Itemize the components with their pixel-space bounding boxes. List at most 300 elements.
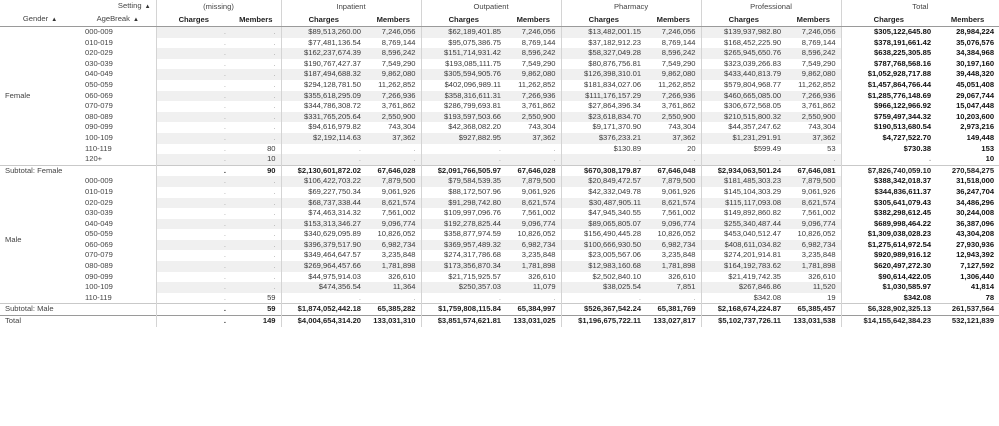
cell-professional-members: 11,262,852: [798, 79, 836, 89]
subtotal-pharmacy-charges: $670,308,179.87: [561, 165, 646, 176]
cell-outpatient-charges: $42,368,082.20: [421, 122, 506, 133]
cell-total-members: 29,067,744: [956, 90, 995, 100]
cell-missing-members: .: [273, 208, 276, 218]
cell-outpatient-charges: $109,997,096.76: [421, 208, 506, 219]
cell-total-members: 35,076,576: [956, 37, 995, 47]
cell-total-charges: $90,614,422.05: [841, 272, 936, 283]
subtotal-pharmacy-members: 67,646,048: [646, 165, 701, 176]
cell-total-charges: $1,285,776,148.69: [841, 91, 936, 102]
cell-professional-members: 2,550,900: [786, 112, 841, 123]
table-row: [0, 144, 999, 155]
cell-professional-members: 7,266,936: [786, 91, 841, 102]
table-row: [0, 91, 999, 102]
cell-pharmacy-charges: $376,233.21: [561, 133, 646, 144]
cell-inpatient-charges: $190,767,427.37: [281, 59, 366, 70]
table-row: [0, 176, 999, 187]
subtotal-inpatient-members: 67,646,028: [366, 165, 421, 176]
subtotal-outpatient-charges: $1,759,808,115.84: [421, 304, 506, 316]
table-row: [0, 293, 999, 304]
cell-inpatient-members: 1,781,898: [366, 261, 421, 272]
cell-total-members: 30,197,160: [956, 58, 995, 68]
cell-pharmacy-charges: $130.89: [561, 144, 646, 155]
cell-total-charges: $388,342,018.37: [841, 176, 936, 187]
cell-professional-members: 37,362: [786, 133, 841, 144]
cell-pharmacy-members: 8,596,242: [646, 48, 701, 59]
cell-professional-charges: $168,452,225.90: [701, 38, 786, 49]
cell-professional-charges: .: [701, 154, 786, 165]
cell-outpatient-members: 2,550,900: [506, 112, 561, 123]
cell-total-members: 39,448,320: [956, 69, 995, 79]
cell-pharmacy-members: 3,761,862: [661, 101, 696, 111]
cell-missing-members: .: [273, 37, 276, 47]
subtotal-label: Subtotal: Female: [0, 165, 156, 176]
total-pharmacy-charges: $1,196,675,722.11: [561, 316, 646, 327]
cell-total-members: 27,930,936: [956, 239, 995, 249]
cell-outpatient-members: 6,982,734: [506, 240, 561, 251]
subtotal-row-male: [0, 304, 999, 316]
cell-inpatient-charges: $331,765,205.64: [281, 112, 366, 123]
cell-inpatient-members: 9,862,080: [366, 69, 421, 80]
cell-inpatient-members: 3,761,862: [381, 101, 416, 111]
cell-outpatient-members: 8,621,574: [506, 198, 561, 209]
cell-pharmacy-members: 10,826,052: [657, 229, 696, 239]
charges-header[interactable]: Charges: [561, 13, 646, 27]
cell-professional-charges: $274,201,914.81: [701, 250, 786, 261]
cell-missing-charges: .: [156, 59, 231, 70]
cell-missing-charges: .: [156, 112, 231, 123]
table-row: [0, 154, 999, 165]
cell-inpatient-members: .: [413, 292, 416, 302]
cell-outpatient-members: 3,235,848: [521, 250, 556, 260]
cell-outpatient-charges: $88,172,507.96: [421, 187, 506, 198]
cell-missing-charges: .: [156, 219, 231, 230]
charges-header[interactable]: Charges: [841, 13, 936, 27]
cell-outpatient-charges: $402,096,989.11: [421, 80, 506, 91]
cell-outpatient-charges: .: [421, 154, 506, 165]
cell-inpatient-members: 8,596,242: [366, 48, 421, 59]
cell-inpatient-charges: $74,463,314.32: [281, 208, 366, 219]
cell-total-members: 10,203,600: [956, 111, 995, 121]
cell-professional-charges: $267,846.86: [701, 282, 786, 293]
cell-pharmacy-members: .: [646, 154, 701, 165]
cell-professional-charges: $408,611,034.82: [701, 240, 786, 251]
subtotal-outpatient-members: 65,384,997: [506, 304, 561, 316]
cell-pharmacy-charges: $58,327,049.28: [561, 48, 646, 59]
members-header[interactable]: Members: [786, 13, 841, 27]
cell-professional-members: .: [786, 154, 841, 165]
members-header[interactable]: Members: [506, 13, 561, 27]
cell-pharmacy-charges: $27,864,396.34: [561, 101, 646, 112]
cell-missing-members: .: [273, 271, 276, 281]
cell-inpatient-members: 9,096,774: [366, 219, 421, 230]
charges-header[interactable]: Charges: [421, 13, 506, 27]
agebreak-label: 080-089: [85, 111, 113, 121]
cell-total-charges: .: [841, 154, 936, 165]
cell-professional-charges: $145,104,303.29: [701, 187, 786, 198]
table-row: [0, 198, 999, 209]
cell-professional-members: 6,982,734: [786, 240, 841, 251]
cell-inpatient-charges: $77,481,136.54: [281, 38, 366, 49]
cell-professional-members: 3,235,848: [801, 250, 836, 260]
cell-missing-charges: .: [156, 38, 231, 49]
cell-total-members: 30,244,008: [956, 208, 995, 218]
cell-pharmacy-members: 9,862,080: [646, 69, 701, 80]
cell-professional-members: 11,520: [786, 282, 841, 293]
gender-header[interactable]: Gender ▲: [0, 13, 80, 27]
cell-total-members: 78: [985, 292, 995, 302]
cell-total-charges: $1,030,585.97: [841, 282, 936, 293]
cell-inpatient-members: 6,982,734: [366, 240, 421, 251]
cell-missing-charges: .: [156, 198, 231, 209]
cell-total-charges: $1,052,928,717.88: [841, 69, 936, 80]
total-row: [0, 316, 999, 327]
total-pharmacy-members: 133,027,817: [646, 316, 701, 327]
cell-professional-members: 9,096,774: [786, 219, 841, 230]
sort-asc-icon: ▲: [144, 4, 151, 10]
agebreak-label: 110-119: [85, 143, 112, 153]
charges-header[interactable]: Charges: [701, 13, 786, 27]
cell-missing-charges: .: [156, 69, 231, 80]
cell-pharmacy-members: 7,879,500: [646, 176, 701, 187]
cell-missing-charges: .: [156, 91, 231, 102]
subtotal-pharmacy-members: 65,381,769: [646, 304, 701, 316]
cell-inpatient-members: .: [366, 154, 421, 165]
cell-inpatient-members: 10,826,052: [377, 229, 416, 239]
cell-total-charges: $4,727,522.70: [841, 133, 936, 144]
agebreak-label: 000-009: [85, 176, 113, 186]
cell-professional-charges: $115,117,093.08: [701, 198, 786, 209]
total-total-members: 532,121,839: [936, 316, 999, 327]
cell-missing-charges: .: [156, 144, 231, 155]
agebreak-label: 100-109: [85, 282, 113, 292]
cell-total-charges: $966,122,966.92: [841, 101, 936, 112]
agebreak-label: 050-059: [85, 229, 113, 239]
cell-pharmacy-members: 8,769,144: [661, 37, 696, 47]
cell-outpatient-members: 7,561,002: [521, 208, 556, 218]
cell-inpatient-charges: $349,464,647.57: [281, 250, 366, 261]
cell-outpatient-members: .: [553, 292, 556, 302]
cell-pharmacy-members: 7,266,936: [646, 91, 701, 102]
cell-pharmacy-members: 326,610: [668, 271, 696, 281]
subtotal-total-members: 261,537,564: [936, 304, 999, 316]
cell-total-charges: $305,122,645.80: [841, 27, 936, 38]
cell-outpatient-members: 8,596,242: [506, 48, 561, 59]
cell-total-members: 41,814: [970, 282, 995, 292]
cell-inpatient-charges: $162,237,674.39: [281, 48, 366, 59]
subtotal-row-female: [0, 165, 999, 176]
cell-missing-charges: .: [156, 250, 231, 261]
cell-professional-charges: $210,515,800.32: [701, 112, 786, 123]
cell-inpatient-charges: $474,356.54: [281, 282, 366, 293]
cell-professional-charges: $453,040,512.47: [701, 229, 786, 240]
cell-missing-members: 80: [267, 143, 276, 153]
cell-missing-members: .: [231, 69, 281, 80]
sort-asc-icon: ▲: [51, 17, 58, 23]
subtotal-missing-members: 90: [231, 165, 281, 176]
cell-outpatient-charges: $250,357.03: [421, 282, 506, 293]
cell-pharmacy-members: 7,851: [646, 282, 701, 293]
table-row: [0, 133, 999, 144]
cell-professional-members: 9,061,926: [801, 186, 836, 196]
cell-outpatient-charges: $193,597,503.66: [421, 112, 506, 123]
cell-inpatient-members: 8,769,144: [381, 37, 416, 47]
cell-professional-charges: $460,665,085.00: [701, 91, 786, 102]
group-header-pharmacy: Pharmacy: [561, 0, 701, 13]
cell-outpatient-members: 1,781,898: [506, 261, 561, 272]
cell-total-members: 45,051,408: [956, 79, 995, 89]
cell-missing-members: .: [231, 91, 281, 102]
total-professional-members: 133,031,538: [786, 316, 841, 327]
cell-inpatient-charges: $153,313,346.27: [281, 219, 366, 230]
cell-professional-charges: $44,357,247.62: [701, 122, 786, 133]
cell-professional-charges: $181,485,303.23: [701, 176, 786, 187]
cell-missing-members: .: [273, 122, 276, 132]
agebreak-label: 030-039: [85, 58, 113, 68]
cell-inpatient-charges: .: [281, 293, 366, 304]
agebreak-label: 050-059: [85, 79, 113, 89]
cell-missing-charges: .: [156, 282, 231, 293]
cell-pharmacy-members: 3,235,848: [661, 250, 696, 260]
cell-pharmacy-members: 2,550,900: [646, 112, 701, 123]
table-row: [0, 208, 999, 219]
subtotal-missing-charges: .: [156, 165, 231, 176]
cell-missing-charges: .: [156, 229, 231, 240]
agebreak-label: 010-019: [85, 186, 113, 196]
cell-inpatient-charges: $187,494,688.32: [281, 69, 366, 80]
male-gender-label: Male: [5, 234, 22, 244]
cell-total-charges: $305,641,079.43: [841, 198, 936, 209]
cell-inpatient-members: 11,262,852: [378, 79, 416, 89]
group-header-missing: (missing): [156, 0, 281, 13]
cell-professional-members: 1,781,898: [786, 261, 841, 272]
cell-inpatient-charges: $94,616,979.82: [281, 122, 366, 133]
cell-pharmacy-charges: $12,983,160.68: [561, 261, 646, 272]
cell-pharmacy-charges: $80,876,756.81: [561, 59, 646, 70]
agebreak-label: 100-109: [85, 132, 113, 142]
agebreak-label: 030-039: [85, 208, 113, 218]
cell-missing-charges: .: [156, 272, 231, 283]
cell-pharmacy-charges: $37,182,912.23: [561, 38, 646, 49]
cell-pharmacy-charges: $100,666,930.50: [561, 240, 646, 251]
cell-inpatient-charges: $396,379,517.90: [281, 240, 366, 251]
cell-missing-members: .: [231, 240, 281, 251]
cell-outpatient-members: 743,304: [528, 122, 556, 132]
cell-total-charges: $759,497,344.32: [841, 112, 936, 123]
cell-total-charges: $730.38: [841, 144, 936, 155]
cell-inpatient-charges: $68,737,338.44: [281, 198, 366, 209]
subtotal-label: Subtotal: Male: [0, 304, 156, 316]
subtotal-pharmacy-charges: $526,367,542.24: [561, 304, 646, 316]
cell-professional-charges: $255,340,487.44: [701, 219, 786, 230]
cell-pharmacy-members: 7,246,056: [646, 27, 701, 38]
cell-total-charges: $190,513,680.54: [841, 122, 936, 133]
cell-outpatient-members: 11,262,852: [518, 79, 556, 89]
cell-missing-charges: .: [156, 133, 231, 144]
members-header[interactable]: Members: [366, 13, 421, 27]
cell-missing-members: .: [273, 101, 276, 111]
charges-header[interactable]: Charges: [281, 13, 366, 27]
cell-inpatient-members: 7,561,002: [381, 208, 416, 218]
cell-missing-members: 10: [231, 154, 281, 165]
cell-total-charges: $342.08: [841, 293, 936, 304]
agebreak-label: 000-009: [85, 27, 113, 36]
cell-total-members: 34,384,968: [956, 48, 995, 58]
total-label: Total: [0, 316, 156, 327]
cell-pharmacy-charges: $111,176,157.29: [561, 91, 646, 102]
cell-inpatient-charges: $344,786,308.72: [281, 101, 366, 112]
subtotal-professional-members: 65,385,457: [786, 304, 841, 316]
cell-total-charges: $1,457,864,766.44: [841, 80, 936, 91]
cell-missing-charges: .: [156, 122, 231, 133]
cell-total-members: 36,387,096: [956, 218, 995, 228]
members-header[interactable]: Members: [646, 13, 701, 27]
agebreak-label: 110-119: [85, 292, 112, 302]
cell-missing-members: .: [231, 48, 281, 59]
cell-pharmacy-charges: $23,618,834.70: [561, 112, 646, 123]
cell-missing-members: 59: [267, 292, 276, 302]
cell-missing-members: .: [273, 250, 276, 260]
cell-outpatient-charges: $358,877,974.59: [421, 229, 506, 240]
cell-inpatient-members: 11,364: [366, 282, 421, 293]
cell-professional-members: 7,561,002: [801, 208, 836, 218]
cell-missing-members: .: [231, 133, 281, 144]
cell-professional-members: 9,862,080: [786, 69, 841, 80]
cell-inpatient-charges: $89,513,260.00: [281, 27, 366, 38]
table-row: [0, 80, 999, 91]
cell-outpatient-members: 9,061,926: [521, 186, 556, 196]
subtotal-outpatient-members: 67,646,028: [506, 165, 561, 176]
agebreak-header[interactable]: AgeBreak ▲: [80, 13, 156, 27]
table-row: [0, 272, 999, 283]
cell-inpatient-members: 3,235,848: [381, 250, 416, 260]
cell-outpatient-members: 10,826,052: [517, 229, 556, 239]
cell-outpatient-charges: $21,715,925.57: [421, 272, 506, 283]
cell-inpatient-members: 7,246,056: [366, 27, 421, 38]
cell-missing-members: .: [231, 282, 281, 293]
cell-total-charges: $378,191,661.42: [841, 38, 936, 49]
agebreak-label: 020-029: [85, 48, 113, 58]
cell-total-members: 43,304,208: [956, 229, 995, 239]
cell-missing-charges: .: [156, 261, 231, 272]
cell-pharmacy-members: 6,982,734: [646, 240, 701, 251]
cell-outpatient-charges: $62,189,401.85: [421, 27, 506, 38]
cell-outpatient-members: 9,096,774: [506, 219, 561, 230]
agebreak-label: 010-019: [85, 37, 113, 47]
cell-pharmacy-members: 7,549,290: [661, 58, 696, 68]
cell-inpatient-charges: $106,422,703.22: [281, 176, 366, 187]
agebreak-label: 020-029: [85, 197, 113, 207]
cell-pharmacy-charges: $38,025.54: [561, 282, 646, 293]
cell-total-members: 10: [985, 154, 995, 164]
cell-outpatient-charges: $79,584,539.35: [421, 176, 506, 187]
cell-outpatient-charges: .: [421, 144, 506, 155]
table-row: [0, 219, 999, 230]
cell-outpatient-charges: $151,714,931.42: [421, 48, 506, 59]
cell-pharmacy-charges: $13,482,001.15: [561, 27, 646, 38]
cell-pharmacy-members: .: [693, 292, 696, 302]
table-row: [0, 250, 999, 261]
cell-pharmacy-members: 743,304: [668, 122, 696, 132]
table-row: [0, 112, 999, 123]
cell-missing-charges: .: [156, 208, 231, 219]
cell-total-members: 12,943,392: [956, 250, 995, 260]
cell-missing-charges: .: [156, 176, 231, 187]
cell-professional-charges: $579,804,968.77: [701, 80, 786, 91]
cell-pharmacy-charges: $23,005,567.06: [561, 250, 646, 261]
setting-header[interactable]: Setting ▲: [117, 1, 151, 10]
cell-pharmacy-members: 7,561,002: [661, 208, 696, 218]
agebreak-label: 080-089: [85, 261, 113, 271]
agebreak-label: 070-079: [85, 250, 113, 260]
cell-total-charges: $787,768,568.16: [841, 59, 936, 70]
cell-outpatient-members: 326,610: [528, 271, 556, 281]
cell-total-charges: $1,275,614,972.54: [841, 240, 936, 251]
cell-pharmacy-charges: $181,834,027.06: [561, 80, 646, 91]
cell-professional-members: 19: [827, 292, 836, 302]
cell-pharmacy-charges: .: [561, 293, 646, 304]
cell-inpatient-charges: .: [281, 144, 366, 155]
table-row: [0, 38, 999, 49]
cell-outpatient-charges: $192,278,825.44: [421, 219, 506, 230]
charges-header[interactable]: Charges: [156, 13, 231, 27]
cell-professional-charges: $1,231,291.91: [701, 133, 786, 144]
cell-inpatient-members: 2,550,900: [366, 112, 421, 123]
group-header-professional: Professional: [701, 0, 841, 13]
subtotal-professional-members: 67,646,081: [786, 165, 841, 176]
cell-missing-members: .: [273, 229, 276, 239]
cell-outpatient-charges: $95,075,386.75: [421, 38, 506, 49]
cell-total-charges: $638,225,305.85: [841, 48, 936, 59]
cell-pharmacy-charges: $30,487,905.11: [561, 198, 646, 209]
cell-inpatient-members: 743,304: [388, 122, 416, 132]
cell-pharmacy-charges: $89,065,805.07: [561, 219, 646, 230]
table-row: [0, 101, 999, 112]
cell-professional-members: 3,761,862: [801, 101, 836, 111]
members-header[interactable]: Members: [936, 13, 999, 27]
agebreak-label: 060-069: [85, 239, 113, 249]
cell-pharmacy-charges: $47,945,340.55: [561, 208, 646, 219]
table-row: [0, 59, 999, 70]
table-row: [0, 240, 999, 251]
members-header[interactable]: Members: [231, 13, 281, 27]
cell-pharmacy-charges: $126,398,310.01: [561, 69, 646, 80]
cell-missing-charges: .: [156, 154, 231, 165]
cell-outpatient-charges: .: [421, 293, 506, 304]
cell-pharmacy-charges: $20,849,472.57: [561, 176, 646, 187]
subtotal-professional-charges: $2,168,674,224.87: [701, 304, 786, 316]
cell-professional-members: 743,304: [808, 122, 836, 132]
cell-missing-charges: .: [156, 80, 231, 91]
cell-inpatient-members: 7,549,290: [381, 58, 416, 68]
table-row: [0, 187, 999, 198]
cell-pharmacy-members: 11,262,852: [658, 79, 696, 89]
cell-total-members: 15,047,448: [956, 101, 995, 111]
group-header-total: Total: [841, 0, 999, 13]
subtotal-outpatient-charges: $2,091,766,505.97: [421, 165, 506, 176]
total-inpatient-charges: $4,004,654,314.20: [281, 316, 366, 327]
cell-inpatient-charges: $69,227,750.34: [281, 187, 366, 198]
cell-professional-charges: $139,937,982.80: [701, 27, 786, 38]
cell-outpatient-members: 7,879,500: [506, 176, 561, 187]
cell-total-members: 2,973,216: [960, 122, 995, 132]
cell-total-members: 34,486,296: [956, 197, 995, 207]
agebreak-label: 040-049: [85, 218, 113, 228]
cell-professional-members: 8,621,574: [786, 198, 841, 209]
cell-outpatient-charges: $173,356,870.34: [421, 261, 506, 272]
cell-missing-members: .: [273, 186, 276, 196]
cell-professional-members: 326,610: [808, 271, 836, 281]
table-row: [0, 122, 999, 133]
